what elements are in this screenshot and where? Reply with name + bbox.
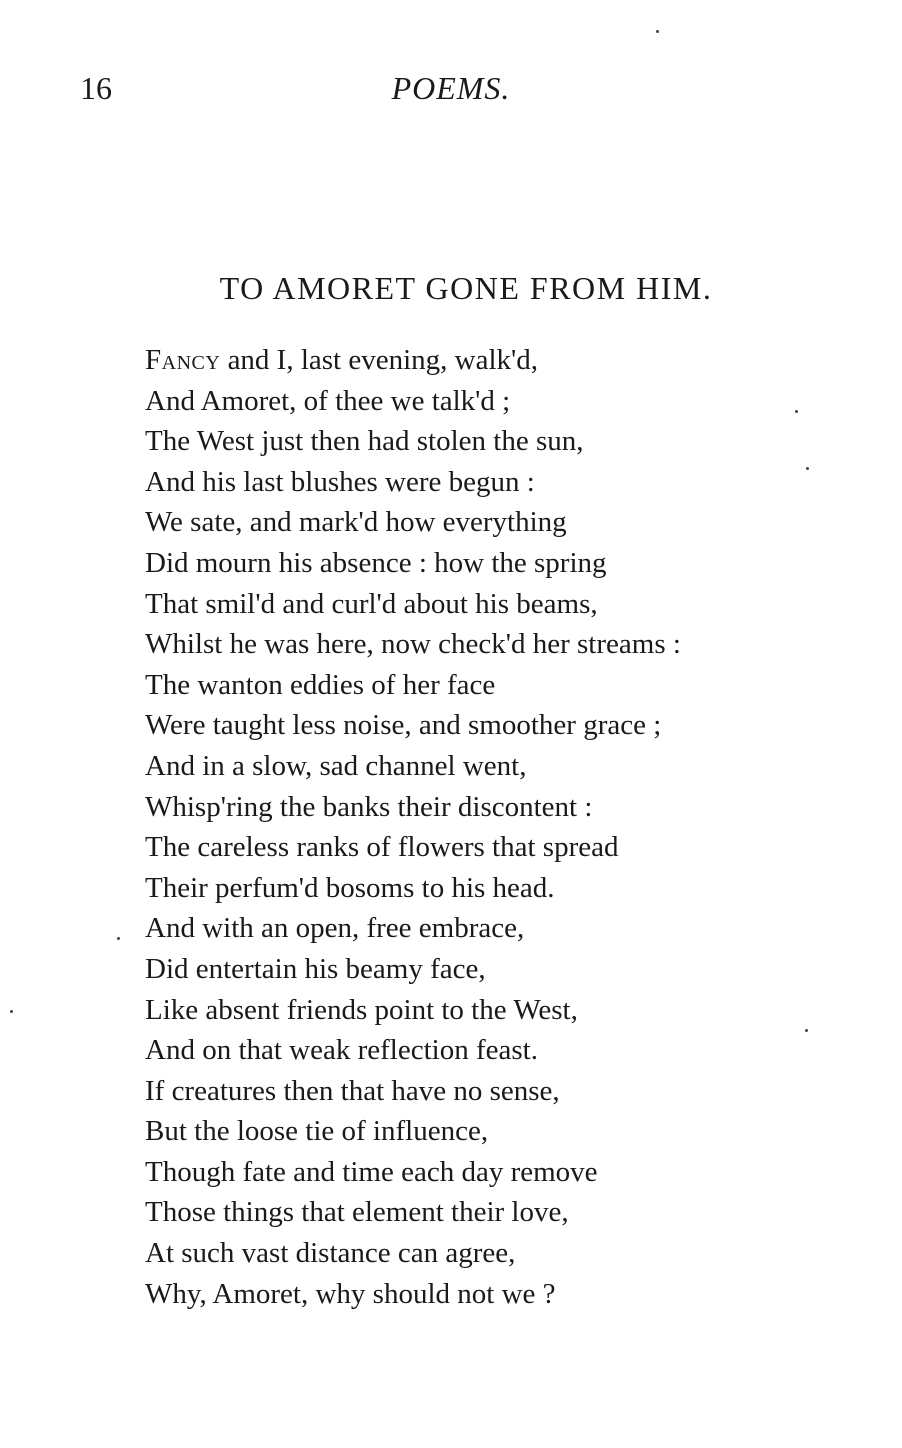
scan-speck (656, 30, 659, 33)
poem-title: TO AMORET GONE FROM HIM. (219, 270, 713, 306)
poem-line: The West just then had stolen the sun, (145, 425, 584, 458)
scan-speck (117, 937, 120, 940)
poem-line: Did mourn his absence : how the spring (145, 546, 607, 579)
poem-line: The wanton eddies of her face (145, 668, 496, 701)
poem-line: We sate, and mark'd how everything (145, 506, 567, 539)
poem-line: And on that weak reflection feast. (145, 1034, 538, 1067)
poem-line: Were taught less noise, and smoother grace ; (145, 709, 662, 742)
scan-speck (805, 1029, 808, 1032)
scan-speck (10, 1010, 13, 1013)
poem-line: Did entertain his beamy face, (145, 952, 486, 985)
poem-line: Their perfum'd bosoms to his head. (145, 871, 555, 904)
poem-line: Those things that element their love, (145, 1196, 569, 1229)
poem-line: Whilst he was here, now check'd her streams : (145, 628, 681, 661)
poem-line: But the loose tie of influence, (145, 1115, 489, 1148)
first-word: Fancy (145, 344, 221, 376)
poem-line: At such vast distance can agree, (145, 1237, 516, 1270)
poem-line: Why, Amoret, why should not we ? (145, 1277, 556, 1310)
first-line-rest: and I, last evening, walk'd, (220, 344, 539, 376)
scan-speck (806, 467, 809, 470)
poem-line: That smil'd and curl'd about his beams, (145, 587, 598, 620)
poem-line: And in a slow, sad channel went, (145, 749, 527, 782)
page-number: 16 (80, 70, 112, 106)
poem-body (145, 340, 681, 1314)
poem-line: If creatures then that have no sense, (145, 1074, 560, 1107)
poem-line: And Amoret, of thee we talk'd ; (145, 384, 511, 417)
poem-line: And his last blushes were begun : (145, 465, 535, 498)
poem-line: Whisp'ring the banks their discontent : (145, 790, 593, 823)
poem-line (145, 340, 681, 381)
poem-line: And with an open, free embrace, (145, 912, 525, 945)
running-head: POEMS. (391, 70, 511, 106)
poem-line: Though fate and time each day remove (145, 1155, 598, 1188)
poem-line: Like absent friends point to the West, (145, 993, 578, 1026)
poem-line: The careless ranks of flowers that spread (145, 831, 619, 864)
scan-speck (795, 410, 798, 413)
